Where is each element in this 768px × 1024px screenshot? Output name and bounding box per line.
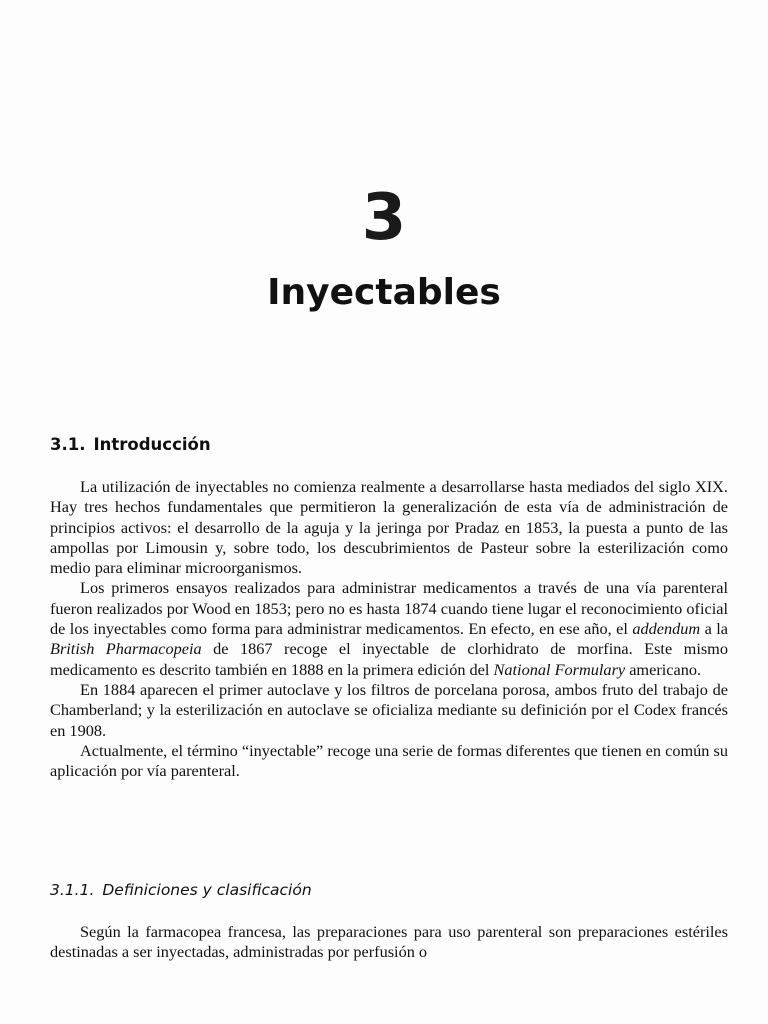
paragraph: Actualmente, el término “inyectable” recoge una serie de formas diferentes que tienen en común su aplicación por vía parenteral. (50, 740, 728, 781)
paragraph (50, 578, 728, 679)
paragraph-text: de 1867 recoge el inyectable de clorhidrato de morfina. Este mismo medicamento es descrito también en 1888 en la primera edición del (50, 639, 728, 679)
subsection-heading (50, 878, 312, 902)
chapter-title: Inyectables (267, 272, 501, 313)
subsection-title: Definiciones y clasificación (102, 881, 312, 899)
paragraph-text: americano. (625, 659, 702, 679)
subsection-body (50, 922, 728, 963)
emphasis-addendum: addendum (632, 619, 701, 639)
paragraph-text: a la (700, 619, 728, 639)
chapter-number: 3 (361, 181, 407, 255)
emphasis-british-pharmacopeia: British Pharmacopeia (50, 639, 202, 659)
section-heading (50, 433, 211, 457)
section-number: 3.1. (50, 435, 86, 454)
subsection-number: 3.1.1. (50, 881, 95, 899)
section-title: Introducción (93, 435, 211, 454)
paragraph-text: Los primeros ensayos realizados para administrar medicamentos a través de una vía parenteral fueron realizados por Wood en 1853; pero no es hasta 1874 cuando tiene lugar el reconocimiento oficial de los inyectables como forma para administrar medicamentos. En efecto, en ese año, el (50, 578, 728, 639)
section-body (50, 477, 728, 781)
paragraph: En 1884 aparecen el primer autoclave y los filtros de porcelana porosa, ambos fruto del trabajo de Chamberland; y la esterilización en autoclave se oficializa mediante su definición por el Codex francés en 1908. (50, 679, 728, 740)
paragraph: Según la farmacopea francesa, las preparaciones para uso parenteral son preparaciones estériles destinadas a ser inyectadas, administradas por perfusión o (50, 922, 728, 962)
paragraph: La utilización de inyectables no comienza realmente a desarrollarse hasta mediados del siglo XIX. Hay tres hechos fundamentales que permitieron la generalización de esta vía de administración de principios activos: el desarrollo de la aguja y la jeringa por Pradaz en 1853, la puesta a punto de las ampollas por Limousin y, sobre todo, los descubrimientos de Pasteur sobre la esterilización como medio para eliminar microorganismos. (50, 477, 728, 578)
emphasis-national-formulary: National Formulary (493, 659, 626, 679)
